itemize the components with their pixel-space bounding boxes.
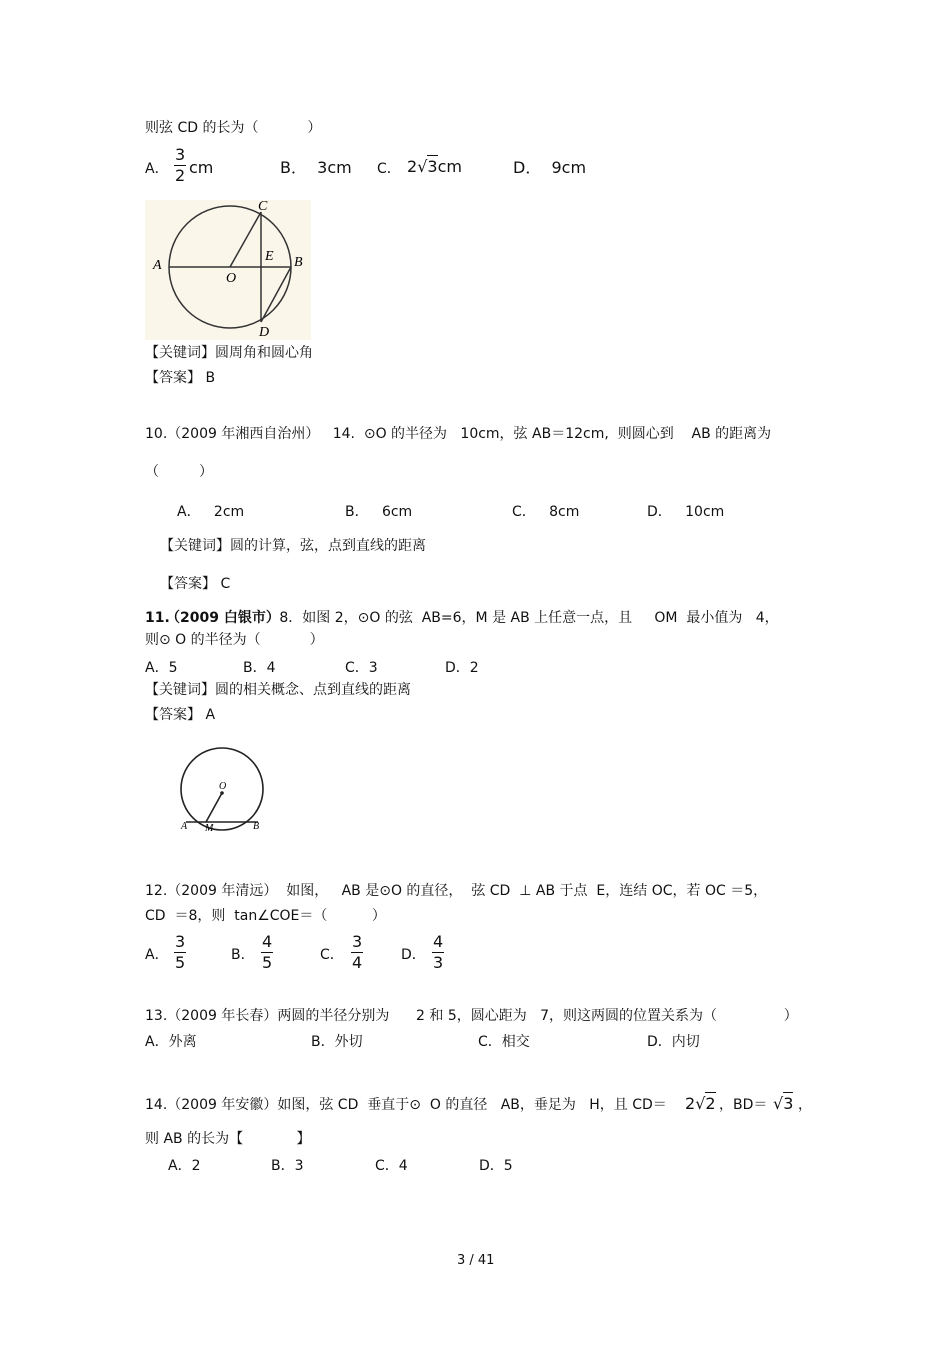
label-a: A — [153, 258, 162, 273]
label-e: E — [265, 249, 274, 264]
label-d: D — [259, 325, 270, 340]
q10-option-c: C． 8cm — [512, 504, 580, 520]
q12-option-c-numerator: 3 — [352, 932, 363, 951]
q12-option-d-denominator: 3 — [433, 953, 444, 972]
label-o: O — [219, 781, 227, 792]
q12-option-a-fraction — [174, 934, 186, 971]
q13-stem: 13.（2009 年长春）两圆的半径分别为 2 和 5，圆心距为 7，则这两圆的位置关系为（ ） — [145, 1008, 798, 1024]
q12-option-d-label: D． — [401, 947, 426, 963]
q14-option-a: A．2 — [168, 1158, 201, 1174]
page-number: 3 / 41 — [457, 1253, 495, 1268]
q9-option-a-numerator: 3 — [175, 145, 186, 164]
q14-stem-end: ， — [798, 1097, 812, 1113]
figure-background — [145, 200, 311, 340]
q14-option-d: D．5 — [479, 1158, 513, 1174]
label-a: A — [181, 821, 188, 832]
q9-option-a-fraction — [174, 147, 186, 184]
q12-option-b-numerator: 4 — [262, 932, 273, 951]
q9-option-c-value — [407, 159, 462, 175]
q11-stem: 8．如图 2，⊙O 的弦 AB=6，M 是 AB 上任意一点，且 OM 最小值为 4， — [266, 610, 779, 626]
q9-answer: 【答案】 B — [145, 370, 216, 386]
q9-option-a-label: A． — [145, 161, 169, 177]
sqrt-sign: √ — [417, 157, 428, 176]
q14-cd-coef: 2 — [685, 1094, 696, 1113]
q13-option-c: C．相交 — [478, 1034, 530, 1050]
q10-keywords: 【关键词】圆的计算，弦，点到直线的距离 — [160, 538, 426, 554]
q9-option-a-denominator: 2 — [175, 166, 186, 185]
q11-option-a: A．5 — [145, 660, 178, 676]
q9-option-c-label: C． — [377, 161, 401, 177]
label-o: O — [226, 271, 237, 286]
q12-option-c-denominator: 4 — [352, 953, 363, 972]
q14-option-b: B．3 — [271, 1158, 304, 1174]
q11-answer: 【答案】 A — [145, 707, 216, 723]
q11-option-c: C．3 — [345, 660, 378, 676]
q12-stem-line2: CD ＝8，则 tan∠COE＝（ ） — [145, 908, 386, 924]
q14-bd-value — [773, 1096, 793, 1112]
label-c: C — [258, 200, 268, 214]
q14-option-c: C．4 — [375, 1158, 408, 1174]
q11-option-b: B．4 — [243, 660, 276, 676]
q12-option-d-fraction — [432, 934, 444, 971]
label-b: B — [294, 255, 303, 270]
q12-option-a-denominator: 5 — [175, 953, 186, 972]
q10-answer: 【答案】 C — [160, 576, 231, 592]
q10-stem: 10.（2009 年湘西自治州） 14. ⊙O 的半径为 10cm，弦 AB＝12cm, 则圆心到 AB 的距离为 — [145, 426, 772, 442]
q14-stem-bd: ，BD＝ — [719, 1097, 768, 1113]
q11-source: （2009 白银市） — [166, 610, 280, 626]
q12-option-b-fraction — [261, 934, 273, 971]
q13-option-a: A．外离 — [145, 1034, 197, 1050]
q10-option-d: D． 10cm — [647, 504, 725, 520]
q9-option-a-unit: cm — [189, 158, 214, 177]
q13-option-d: D．内切 — [647, 1034, 700, 1050]
q12-option-d-numerator: 4 — [433, 932, 444, 951]
q14-cd-value — [685, 1096, 716, 1112]
q9-option-b: B． 3cm — [280, 158, 352, 177]
q14-bd-radicand: 3 — [783, 1094, 794, 1113]
q9-option-d: D． 9cm — [513, 158, 587, 177]
q12-option-c-label: C． — [320, 947, 344, 963]
q12-option-b-label: B． — [231, 947, 255, 963]
q10-option-a: A． 2cm — [177, 504, 245, 520]
q12-option-b-denominator: 5 — [262, 953, 273, 972]
q10-option-b: B． 6cm — [345, 504, 413, 520]
label-m: M — [205, 823, 214, 834]
q14-cd-radicand: 2 — [705, 1094, 716, 1113]
sqrt-sign: √ — [695, 1094, 706, 1113]
q9-stem: 则弦 CD 的长为（ ） — [145, 120, 322, 136]
q14-stem-line2: 则 AB 的长为【 】 — [145, 1131, 311, 1147]
label-b: B — [253, 821, 260, 832]
q11-circle-figure — [172, 745, 272, 835]
q9-keywords: 【关键词】圆周角和圆心角 — [145, 345, 313, 361]
q12-option-a-numerator: 3 — [175, 932, 186, 951]
q12-stem: 12.（2009 年清远） 如图， AB 是⊙O 的直径， 弦 CD ⊥ AB 于点 E，连结 OC，若 OC ＝5， — [145, 883, 768, 899]
q10-paren: （ ） — [145, 464, 214, 480]
q9-option-c-radicand: 3 — [427, 157, 438, 176]
q11-stem-line2: 则⊙ O 的半径为（ ） — [145, 632, 324, 648]
q13-option-b: B．外切 — [311, 1034, 363, 1050]
q9-circle-figure — [145, 200, 311, 340]
sqrt-sign: √ — [773, 1094, 784, 1113]
q11-option-d: D．2 — [445, 660, 479, 676]
segment-om — [206, 793, 222, 822]
q12-option-a-label: A． — [145, 947, 169, 963]
q9-option-c-unit: cm — [437, 157, 462, 176]
q9-option-c-coef: 2 — [407, 157, 418, 176]
q14-stem: 14.（2009 年安徽）如图，弦 CD 垂直于⊙ O 的直径 AB，垂足为 H，且 CD＝ — [145, 1097, 667, 1113]
q11-keywords: 【关键词】圆的相关概念、点到直线的距离 — [145, 682, 411, 698]
q11-number: 11. — [145, 610, 170, 626]
q12-option-c-fraction — [351, 934, 363, 971]
